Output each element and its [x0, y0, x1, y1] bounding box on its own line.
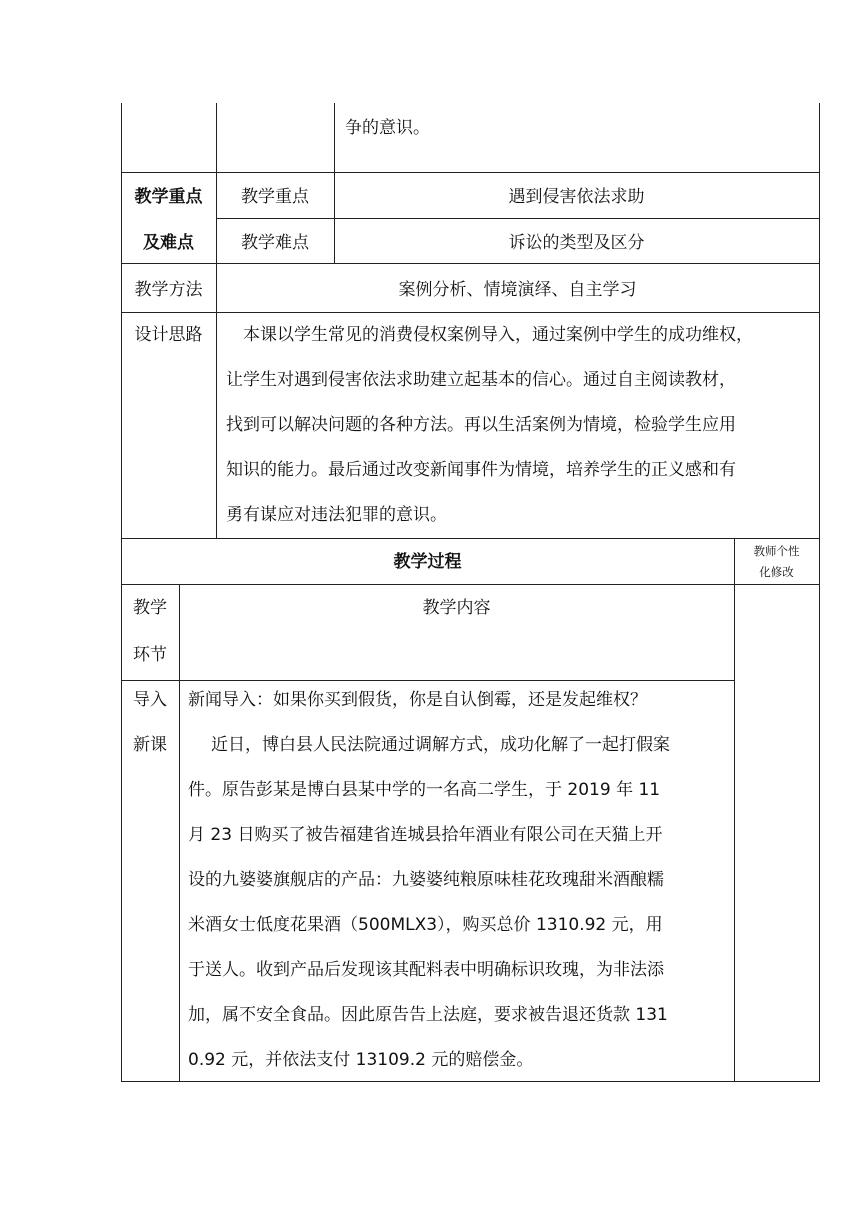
table-border [121, 680, 735, 681]
intro-line: 于送人。收到产品后发现该其配料表中明确标识玫瑰，为非法添 [188, 960, 664, 980]
difficulty-value: 诉讼的类型及区分 [508, 233, 645, 253]
key-point-label: 教学重点 [241, 187, 309, 207]
key-point-value: 遇到侵害依法求助 [508, 187, 645, 207]
intro-line: 设的九婆婆旗舰店的产品：九婆婆纯粮原味桂花玫瑰甜米酒酿糯 [188, 870, 664, 890]
table-border [121, 1081, 820, 1082]
key-points-header-line2: 及难点 [143, 233, 194, 253]
intro-line: 月 23 日购买了被告福建省连城县拾年酒业有限公司在天猫上开 [188, 825, 663, 845]
table-border [121, 103, 122, 538]
design-line: 找到可以解决问题的各种方法。再以生活案例为情境，检验学生应用 [226, 415, 736, 435]
intro-line: 米酒女士低度花果酒（500MLX3），购买总价 1310.92 元，用 [188, 915, 663, 935]
table-border [121, 538, 122, 1082]
table-border [121, 584, 820, 585]
method-value: 案例分析、情境演绎、自主学习 [398, 280, 637, 300]
table-border [819, 103, 820, 538]
continuation-text: 争的意识。 [345, 118, 430, 138]
design-line: 本课以学生常见的消费侵权案例导入，通过案例中学生的成功维权， [243, 325, 753, 345]
table-border [121, 172, 820, 173]
design-line: 勇有谋应对违法犯罪的意识。 [226, 505, 447, 525]
intro-line: 新闻导入：如果你买到假货，你是自认倒霉，还是发起维权？ [188, 690, 647, 710]
table-border [734, 538, 735, 1082]
design-line: 知识的能力。最后通过改变新闻事件为情境，培养学生的正义感和有 [226, 460, 736, 480]
intro-phase-line1: 导入 [133, 690, 167, 710]
method-label: 教学方法 [134, 280, 203, 300]
design-label: 设计思路 [134, 325, 203, 345]
teacher-column-header-line2: 化修改 [759, 565, 794, 579]
intro-line: 0.92 元，并依法支付 13109.2 元的赔偿金。 [188, 1050, 534, 1070]
difficulty-label: 教学难点 [241, 233, 309, 253]
content-header: 教学内容 [422, 598, 491, 618]
teacher-column-header-line1: 教师个性 [753, 544, 800, 558]
phase-header-line1: 教学 [133, 598, 167, 618]
intro-line: 近日，博白县人民法院通过调解方式，成功化解了一起打假案 [211, 735, 670, 755]
table-border [121, 263, 820, 264]
table-border [216, 218, 820, 219]
table-border [216, 103, 217, 538]
design-line: 让学生对遇到侵害依法求助建立起基本的信心。通过自主阅读教材， [226, 370, 736, 390]
process-title: 教学过程 [393, 552, 462, 572]
table-border [179, 584, 180, 1082]
table-border [121, 538, 820, 539]
intro-line: 件。原告彭某是博白县某中学的一名高二学生，于 2019 年 11 [188, 780, 661, 800]
key-points-header-line1: 教学重点 [134, 187, 203, 207]
intro-phase-line2: 新课 [133, 735, 167, 755]
phase-header-line2: 环节 [133, 645, 167, 665]
intro-line: 加，属不安全食品。因此原告告上法庭，要求被告退还货款 131 [188, 1005, 668, 1025]
table-border [121, 312, 820, 313]
table-border [819, 538, 820, 1082]
